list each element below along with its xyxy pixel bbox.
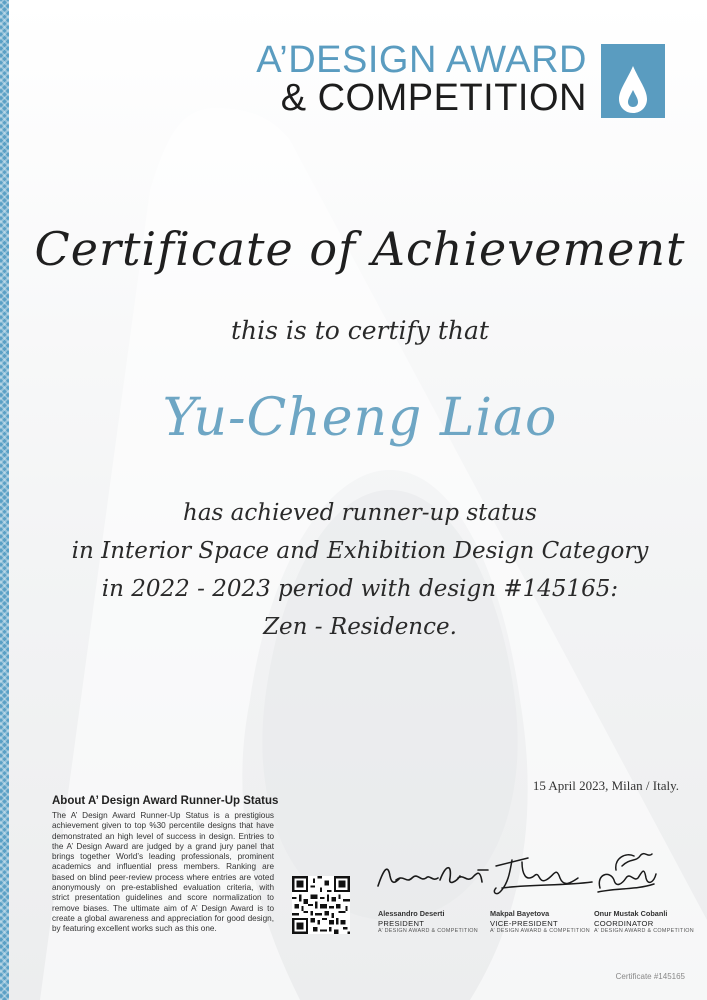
- certificate-number: Certificate #145165: [615, 972, 685, 981]
- about-text: The A’ Design Award Runner-Up Status is a prestigious achievement given to top %30 percentile designs that have demonstrated an high level of success in design. Entries to the A’ Design Award are judged by a grand jury panel that brings together World’s leading professionals, prominent academics and influential press members. Ranking are based on blind peer-review process where entries are voted anonymously on pre-established evaluation criteria, with strict presentation guidelines and score normalization to remove biases. The ultimate aim of A’ Design Award is to create a global awareness and appreciation for good design, by featuring excellent works such as this one.: [52, 811, 274, 934]
- statement-line: Zen - Residence.: [263, 614, 457, 640]
- drop-logo-icon: [601, 44, 665, 118]
- signatory-role: COORDINATOR: [594, 919, 654, 928]
- signatory-role: PRESIDENT: [378, 919, 425, 928]
- signatory-name: Onur Mustak Cobanli: [594, 909, 668, 918]
- qr-code-icon: [292, 876, 350, 934]
- statement-line: has achieved runner-up status: [183, 500, 537, 526]
- recipient-name: Yu-Cheng Liao: [162, 388, 558, 448]
- signatory-role: VICE-PRESIDENT: [490, 919, 558, 928]
- logo-text-line1: A’DESIGN AWARD: [256, 39, 587, 81]
- certificate-title: Certificate of Achievement: [34, 222, 686, 276]
- logo-text-line2: & COMPETITION: [280, 77, 587, 119]
- signatory-org: A’ DESIGN AWARD & COMPETITION: [594, 928, 694, 934]
- date-place: 15 April 2023, Milan / Italy.: [532, 778, 679, 793]
- certify-line: this is to certify that: [231, 316, 489, 345]
- statement-line: in 2022 - 2023 period with design #145165:: [101, 576, 619, 602]
- signatory-name: Alessandro Deserti: [378, 909, 445, 918]
- signatory-name: Makpal Bayetova: [490, 909, 550, 918]
- signatory-coordinator: [586, 848, 707, 934]
- achievement-statement: [30, 494, 690, 646]
- signature-mark: [370, 848, 500, 898]
- statement-line: in Interior Space and Exhibition Design Category: [71, 538, 649, 564]
- about-section: [52, 795, 279, 935]
- award-logo: [235, 40, 665, 120]
- signatory-org: A’ DESIGN AWARD & COMPETITION: [378, 928, 478, 934]
- signatory-org: A’ DESIGN AWARD & COMPETITION: [490, 928, 590, 934]
- signatory-president: [370, 848, 500, 934]
- about-title: About A’ Design Award Runner-Up Status: [52, 795, 279, 807]
- signature-mark: [586, 848, 707, 898]
